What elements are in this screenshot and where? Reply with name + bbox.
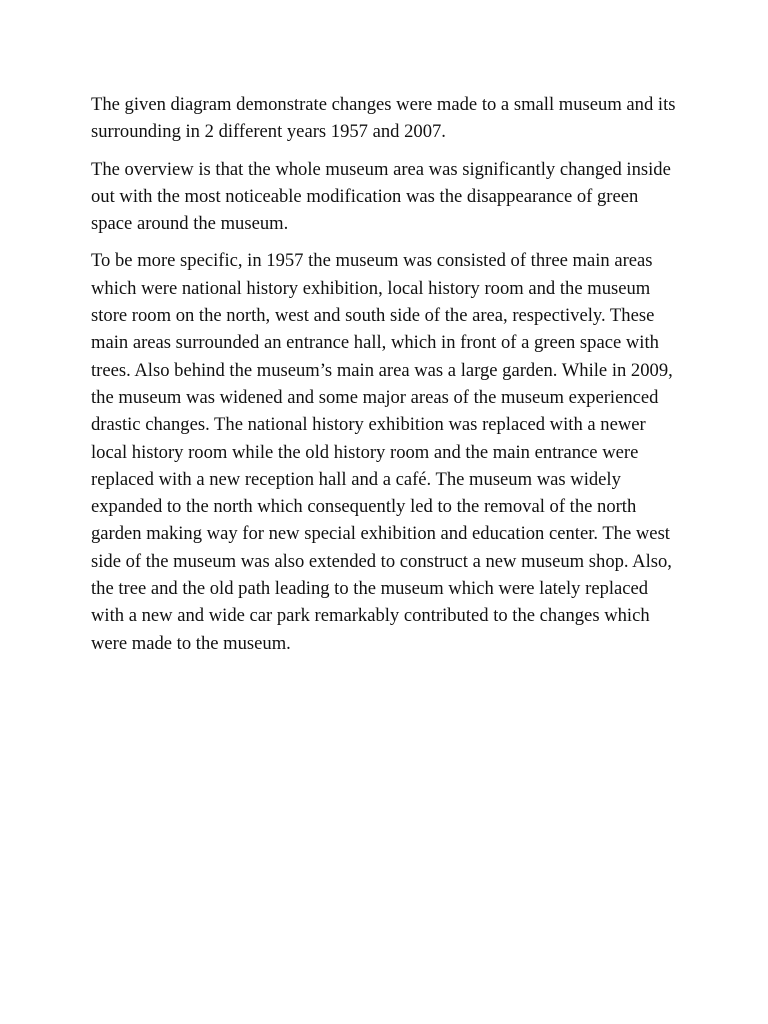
paragraph-details: To be more specific, in 1957 the museum was consisted of three main areas which were national history exhibition, local history room and the museum store room on the north, west and south side of the area, respectively. These main areas surrounded an entrance hall, which in front of a green space with trees. Also behind the museum’s main area was a large garden. While in 2009, the museum was widened and some major areas of the museum experienced drastic changes. The national history exhibition was replaced with a newer local history room while the old history room and the main entrance were replaced with a new reception hall and a café. The museum was widely expanded to the north which consequently led to the removal of the north garden making way for new special exhibition and education center. The west side of the museum was also extended to construct a new museum shop. Also, the tree and the old path leading to the museum which were lately replaced with a new and wide car park remarkably contributed to the changes which were made to the museum. [91, 250, 673, 654]
paragraph-overview: The overview is that the whole museum area was significantly changed inside out with the most noticeable modification was the disappearance of green space around the museum. [91, 158, 671, 235]
paragraph-introduction: The given diagram demonstrate changes were made to a small museum and its surrounding in 2 different years 1957 and 2007. [91, 94, 676, 143]
document-body [91, 91, 681, 667]
